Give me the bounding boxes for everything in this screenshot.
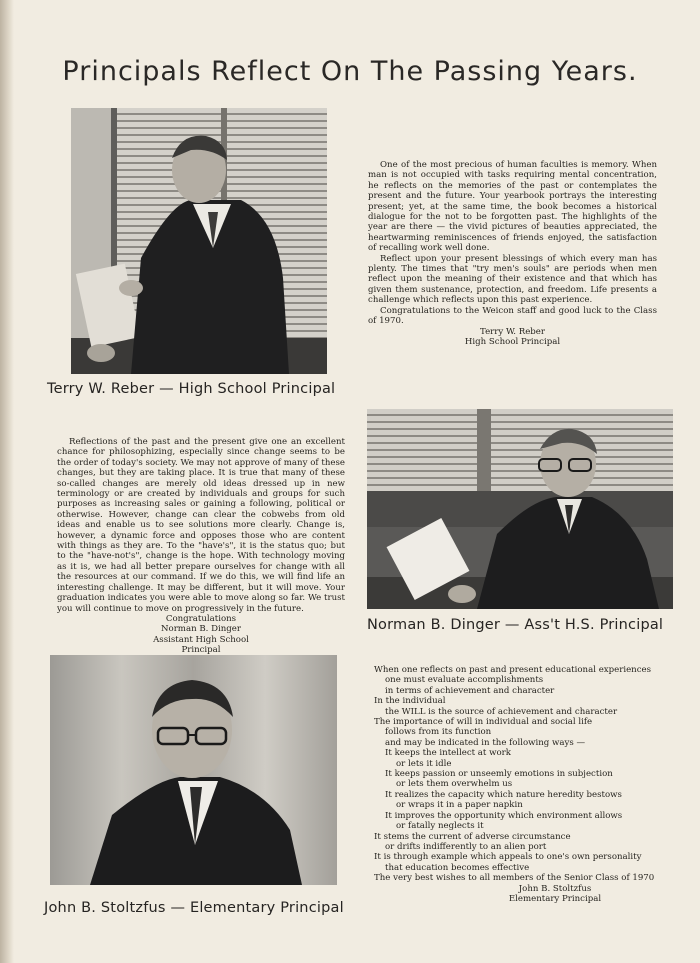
dinger-message [57,437,345,656]
reber-photo [71,108,327,374]
stoltzfus-caption: John B. Stoltzfus — Elementary Principal [44,900,344,916]
dinger-caption: Norman B. Dinger — Ass't H.S. Principal [367,617,664,633]
stoltzfus-line: or lets it idle [396,758,452,769]
stoltzfus-line: It improves the opportunity which environment allows [385,810,623,821]
stoltzfus-line: It realizes the capacity which nature heredity bestows [385,789,622,800]
stoltzfus-line: The very best wishes to all members of the Senior Class of 1970 [374,873,655,884]
stoltzfus-message [374,665,664,884]
dinger-signature [57,614,345,656]
reber-paragraph: Reflect upon your present blessings of which every man has plenty. The times that "try men's souls" are periods when men reflect upon the meaning of their existence and that which has given them sustenance, protection, and freedom. Life presents a challenge which reflects upon this past experience. [368,253,657,306]
reber-signature [368,327,657,348]
stoltzfus-signature [470,884,640,905]
stoltzfus-signature-name: John B. Stoltzfus [518,884,592,894]
stoltzfus-line: or drifts indifferently to an alien port [385,841,547,852]
stoltzfus-line: the WILL is the source of achievement and character [385,706,618,717]
stoltzfus-line: It keeps the intellect at work [385,748,511,759]
page-title: Principals Reflect On The Passing Years. [62,56,638,87]
reber-paragraph: One of the most precious of human faculties is memory. When man is not occupied with tasks requiring mental concentration, he reflects on the memories of the past or contemplates the present and the future. Your yearbook portrays the interesting present; yet, at the same time, the book becomes a historical dialogue for the not to be forgotten past. The highlights of the year are there — the vivid pictures of beauties appreciated, the heartwarming reminiscences of friends enjoyed, the satisfaction of recalling work well done. [368,160,657,254]
stoltzfus-line: one must evaluate accomplishments [385,675,544,686]
reber-paragraph: Congratulations to the Weicon staff and good luck to the Class of 1970. [368,305,657,327]
stoltzfus-signature-title: Elementary Principal [508,894,602,905]
stoltzfus-line: or fatally neglects it [396,821,484,832]
stoltzfus-line: and may be indicated in the following ways — [385,737,586,748]
stoltzfus-line: It keeps passion or unseemly emotions in subjection [385,769,613,780]
stoltzfus-line: In the individual [374,696,446,707]
dinger-signature-title: Assistant High School [153,634,249,645]
reber-signature-title: High School Principal [464,336,561,347]
stoltzfus-line: When one reflects on past and present educational experiences [374,665,652,675]
stoltzfus-line: It is through example which appeals to one's own personality [374,852,642,863]
dinger-signature-name: Norman B. Dinger [161,624,241,635]
reber-signature-name: Terry W. Reber [480,326,545,337]
stoltzfus-line: follows from its function [385,727,492,738]
reber-message [368,160,657,347]
stoltzfus-line: or lets them overwhelm us [396,779,513,790]
stoltzfus-line: It stems the current of adverse circumstance [374,831,571,842]
reber-caption: Terry W. Reber — High School Principal [47,381,336,397]
dinger-signature-greeting: Congratulations [165,613,237,624]
stoltzfus-line: in terms of achievement and character [385,685,555,696]
stoltzfus-line: The importance of will in individual and social life [374,717,593,728]
stoltzfus-line: that education becomes effective [385,862,530,873]
dinger-paragraph: Reflections of the past and the present give one an excellent chance for philosophizing, especially since change seems to be the order of today's society. We may not approve of many of these changes, but they are taking place. It is true that many of these so-called changes are merely old ideas dressed up in new terminology or are created by individuals and groups for such purposes as increasing sales or gaining a following, political or otherwise. However, change can clear the cobwebs from old ideas and enable us to see solutions more clearly. Change is, however, a dynamic force and opposes those who are content with things as they are. To the "have's", it is the status quo; but to the "have-not's", change is the hope. With technology moving as it is, we had all better prepare ourselves for change with all the resources at our command. If we do this, we will find life an interesting challenge. It may be different, but it will move. Your graduation indicates you were able to move along so far. We trust you will continue to move on progressively in the future. [57,437,345,614]
dinger-signature-title-2: Principal [181,645,221,656]
dinger-photo [367,409,673,609]
stoltzfus-line: or wraps it in a paper napkin [396,800,523,811]
page-binding-shadow [0,0,14,963]
stoltzfus-photo [50,655,337,885]
